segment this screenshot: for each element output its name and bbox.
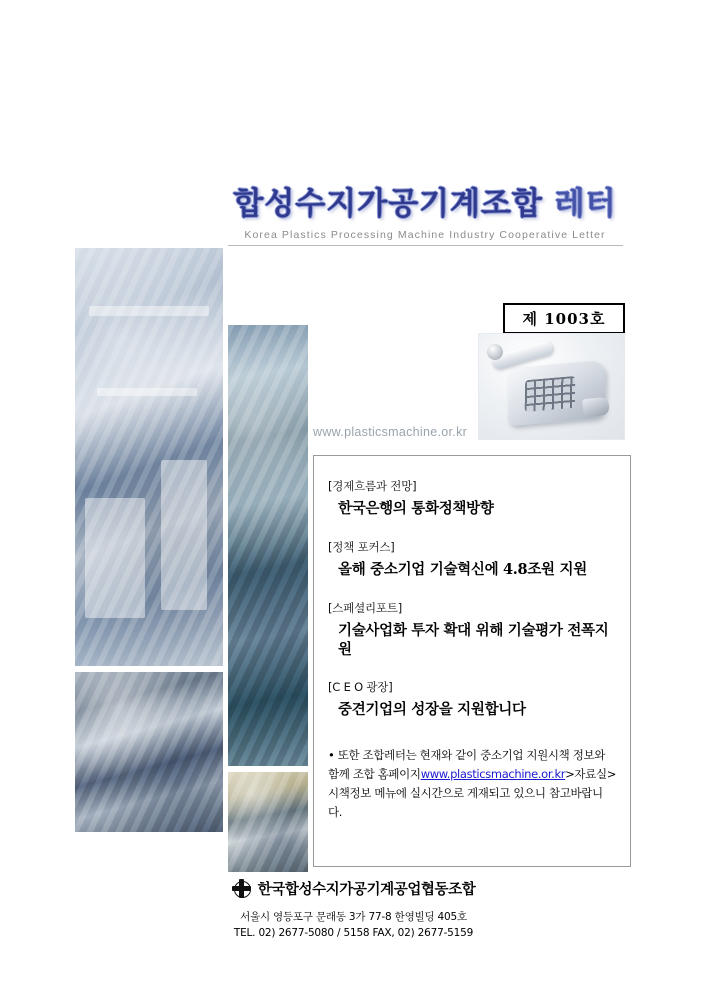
masthead-divider <box>228 245 623 246</box>
contents-item-title: 한국은행의 통화정책방향 <box>338 500 494 517</box>
contents-item-category: [스페셜리포트] <box>328 600 403 615</box>
photo-extruder <box>228 325 308 766</box>
footer <box>0 878 707 942</box>
masthead-title <box>215 188 635 221</box>
photo-detail-bar <box>89 306 209 316</box>
contents-item[interactable] <box>328 478 616 519</box>
footer-phone: TEL. 02) 2677-5080 / 5158 FAX, 02) 2677-5159 <box>233 926 474 939</box>
website-url[interactable]: www.plasticsmachine.or.kr <box>313 425 468 439</box>
contents-item[interactable] <box>328 539 616 580</box>
contents-panel <box>313 455 631 867</box>
footer-organization <box>232 878 476 899</box>
organization-logo-icon <box>232 879 251 898</box>
contents-item-category: [정책 포커스] <box>328 539 395 554</box>
photo-machine-press <box>75 248 223 666</box>
product-knob-shape <box>487 344 503 360</box>
notice-prefix: • 또한 조합레터는 현재와 같이 중소기업 지원시책 정보와 함께 조합 홈페이지 <box>328 748 606 782</box>
issue-number-box <box>503 303 625 334</box>
contents-item-title: 중견기업의 성장을 지원합니다 <box>338 701 526 719</box>
masthead-subtitle: Korea Plastics Processing Machine Industry Cooperative Letter <box>244 228 606 241</box>
photo-detail-bar <box>85 498 145 618</box>
contents-item-title: 올해 중소기업 기술혁신에 4.8조원 지원 <box>338 560 587 578</box>
masthead-title-main: 합성수지가공기계조합 <box>233 186 543 222</box>
photo-product-part <box>478 333 625 440</box>
masthead <box>215 188 635 246</box>
contents-item-category: [경제흐름과 전망] <box>328 479 417 493</box>
notice-text <box>328 746 616 822</box>
photo-detail-bar <box>161 460 207 610</box>
product-grid-shape <box>525 376 576 412</box>
issue-number-label: 제 1003호 <box>522 310 606 328</box>
contents-item-category: [C E O 광장] <box>328 680 393 695</box>
contents-item[interactable] <box>328 600 616 660</box>
notice-suffix: >자료실>시책정보 메뉴에 실시간으로 게재되고 있으니 참고바랍니다. <box>328 767 616 820</box>
contents-item[interactable] <box>328 679 616 720</box>
footer-organization-name: 한국합성수지가공기계공업협동조합 <box>257 882 476 898</box>
footer-address-block <box>0 910 707 942</box>
product-tip-shape <box>582 397 610 418</box>
photo-pipe-winding <box>75 672 223 832</box>
contents-item-title: 기술사업화 투자 확대 위해 기술평가 전폭지원 <box>338 621 609 658</box>
masthead-title-accent: 레터 <box>554 186 617 222</box>
photo-control-panel <box>228 772 308 872</box>
footer-address: 서울시 영등포구 문래동 3가 77-8 한영빌딩 405호 <box>240 911 467 923</box>
notice-link[interactable]: www.plasticsmachine.or.kr <box>420 767 566 782</box>
photo-detail-bar <box>97 388 197 396</box>
